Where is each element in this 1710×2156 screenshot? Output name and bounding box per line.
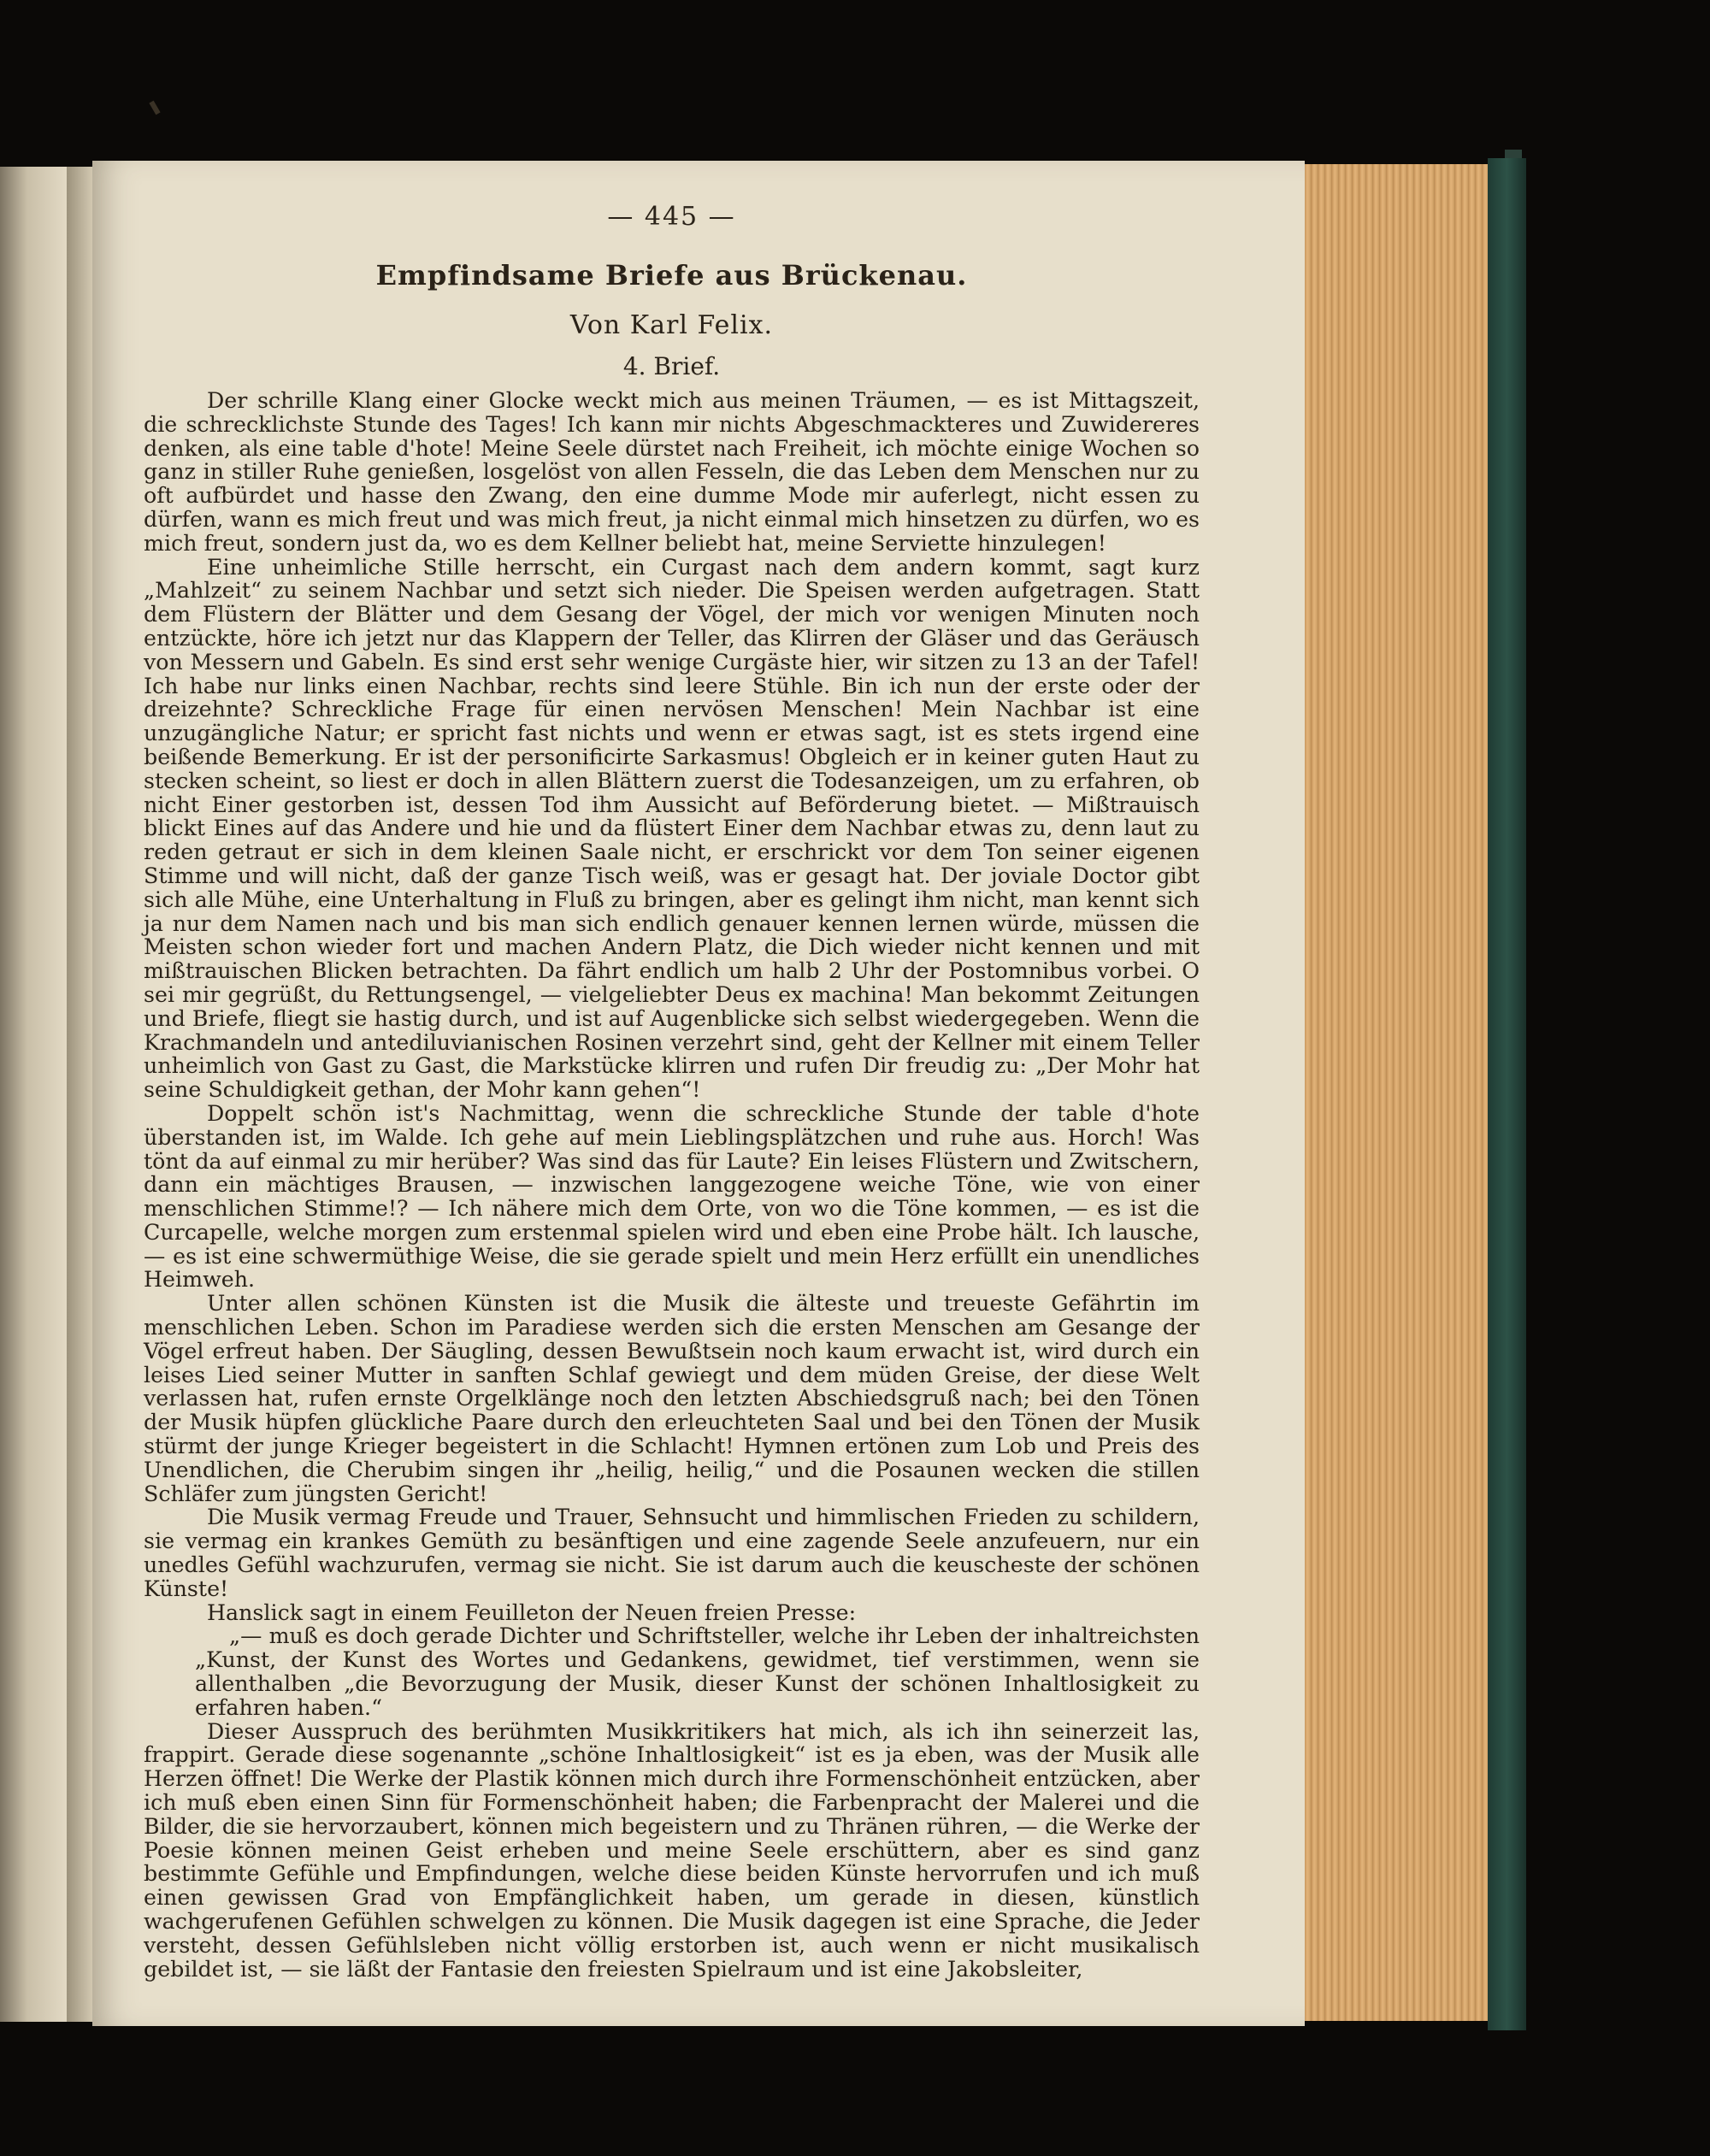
block-quote: „— muß es doch gerade Dichter und Schriftsteller, welche ihr Leben der inhaltreichsten „Kunst, der Kunst des Wortes und Gedankens, gewidmet, tief verstimmen, wenn sie allenthalben „die Bevorzugung der Musik, dieser Kunst der schönen Inhaltlosigkeit zu erfahren haben.“ (195, 1623, 1200, 1720)
article-author: Von Karl Felix. (569, 310, 774, 340)
ink-mark (149, 101, 160, 115)
letter-heading: 4. Brief. (622, 352, 721, 380)
page-block-edges (1305, 164, 1506, 2021)
paragraph: Die Musik vermag Freude und Trauer, Sehnsucht und himmlischen Frieden zu schildern, sie vermag ein krankes Gemüth zu besänftigen und eine zagende Seele anzufeuern, nur ein unedles Gefühl wachzurufen, vermag sie nicht. Sie ist darum auch die keuscheste der schönen Künste! (144, 1505, 1200, 1601)
page-content (144, 202, 1200, 1981)
paragraph: Doppelt schön ist's Nachmittag, wenn die schreckliche Stunde der table d'hote überstanden ist, im Walde. Ich gehe auf mein Lieblingsplätzchen und ruhe aus. Horch! Was tönt da auf einmal zu mir herüber? Was sind das für Laute? Ein leises Flüstern und Zwitschern, dann ein mächtiges Brausen, — inzwischen langgezogene weiche Töne, wie von einer menschlichen Stimme!? — Ich nähere mich dem Orte, von wo die Töne kommen, — es ist die Curcapelle, welche morgen zum erstenmal spielen wird und eben eine Probe hält. Ich lausche, — es ist eine schwermüthige Weise, die sie gerade spielt und mein Herz erfüllt ein unendliches Heimweh. (144, 1100, 1200, 1293)
book-cover-spine (1488, 158, 1526, 2030)
paragraph: Der schrille Klang einer Glocke weckt mich aus meinen Träumen, — es ist Mittagszeit, die schrecklichste Stunde des Tages! Ich kann mir nichts Abgeschmackteres und Zuwidereres denken, als eine table d'hote! Meine Seele dürstet nach Freiheit, ich möchte einige Wochen so ganz in stiller Ruhe genießen, losgelöst von allen Fesseln, die das Leben dem Menschen nur zu oft aufbürdet und hasse den Zwang, den eine dumme Mode mir auferlegt, nicht essen zu dürfen, wann es mich freut und was mich freut, ja nicht einmal mich hinsetzen zu dürfen, wo es mich freut, sondern just da, wo es dem Kellner beliebt hat, meine Serviette hinzulegen! (144, 388, 1200, 556)
paragraph: Dieser Ausspruch des berühmten Musikkritikers hat mich, als ich ihn seinerzeit las, frappirt. Gerade diese sogenannte „schöne Inhaltlosigkeit“ ist es ja eben, was der Musik alle Herzen öffnet! Die Werke der Plastik können mich durch ihre Formenschönheit entzücken, aber ich muß eben einen Sinn für Formenschönheit haben; die Farbenpracht der Malerei und die Bilder, die sie hervorzaubert, können mich begeistern und zu Thränen rühren, — die Werke der Poesie können meinen Geist erheben und meine Seele erschüttern, aber es sind ganz bestimmte Gefühle und Empfindungen, welche diese beiden Künste hervorrufen und ich muß einen gewissen Grad von Empfänglichkeit haben, um gerade in diesen, künstlich wachgerufenen Gefühlen schwelgen zu können. Die Musik dagegen ist eine Sprache, die Jeder versteht, dessen Gefühlsleben nicht völlig erstorben ist, auch wenn er nicht musikalisch gebildet ist, — sie läßt der Fantasie den freiesten Spielraum und ist eine Jakobsleiter, (144, 1718, 1200, 1982)
article-title: Empfindsame Briefe aus Brückenau. (375, 259, 968, 292)
paragraph: Hanslick sagt in einem Feuilleton der Neuen freien Presse: (207, 1599, 857, 1625)
left-page-edge (0, 167, 68, 2022)
page-number: — 445 — (607, 202, 736, 232)
paragraph: Eine unheimliche Stille herrscht, ein Curgast nach dem andern kommt, sagt kurz „Mahlzeit“ zu seinem Nachbar und setzt sich nieder. Die Speisen werden aufgetragen. Statt dem Flüstern der Blätter und dem Gesang der Vögel, der mich vor wenigen Minuten noch entzückte, höre ich jetzt nur das Klappern der Teller, das Klirren der Gläser und das Geräusch von Messern und Gabeln. Es sind erst sehr wenige Curgäste hier, wir sitzen zu 13 an der Tafel! Ich habe nur links einen Nachbar, rechts sind leere Stühle. Bin ich nun der erste oder der dreizehnte? Schreckliche Frage für einen nervösen Menschen! Mein Nachbar ist eine unzugängliche Natur; er spricht fast nichts und wenn er etwas sagt, ist es stets irgend eine beißende Bemerkung. Er ist der personificirte Sarkasmus! Obgleich er in keiner guten Haut zu stecken scheint, so liest er doch in allen Blättern zuerst die Todesanzeigen, um zu erfahren, ob nicht Einer gestorben ist, dessen Tod ihm Aussicht auf Beförderung bietet. — Mißtrauisch blickt Eines auf das Andere und hie und da flüstert Einer dem Nachbar etwas zu, denn laut zu reden getraut er sich in dem kleinen Saale nicht, er erschrickt vor dem Ton seiner eigenen Stimme und will nicht, daß der ganze Tisch weiß, was er gesagt hat. Der joviale Doctor gibt sich alle Mühe, eine Unterhaltung in Fluß zu bringen, aber es gelingt ihm nicht, man kennt sich ja nur dem Namen nach und bis man sich endlich genauer kennen lernen würde, müssen die Meisten schon wieder fort und machen Andern Platz, die Dich wieder nicht kennen und mit mißtrauischen Blicken betrachten. Da fährt endlich um halb 2 Uhr der Postomnibus vorbei. O sei mir gegrüßt, du Rettungsengel, — vielgeliebter Deus ex machina! Man bekommt Zeitungen und Briefe, fliegt sie hastig durch, und ist auf Augenblicke sich selbst wiedergegeben. Wenn die Krachmandeln und antediluvianischen Rosinen verzehrt sind, geht der Kellner mit einem Teller unheimlich von Gast zu Gast, die Markstücke klirren und rufen Dir freudig zu: „Der Mohr hat seine Schuldigkeit gethan, der Mohr kann gehen“! (144, 554, 1200, 1103)
paragraph: Unter allen schönen Künsten ist die Musik die älteste und treueste Gefährtin im menschlichen Leben. Schon im Paradiese werden sich die ersten Menschen am Gesange der Vögel erfreut haben. Der Säugling, dessen Bewußtsein noch kaum erwacht ist, wird durch ein leises Lied seiner Mutter in sanften Schlaf gewiegt und dem müden Greise, der diese Welt verlassen hat, rufen ernste Orgelklänge noch den letzten Abschiedsgruß nach; bei den Tönen der Musik hüpfen glückliche Paare durch den erleuchteten Saal und bei den Tönen der Musik stürmt der junge Krieger begeistert in die Schlacht! Hymnen ertönen zum Lob und Preis des Unendlichen, die Cherubim singen ihr „heilig, heilig,“ und die Posaunen wecken die stillen Schläfer zum jüngsten Gericht! (144, 1291, 1200, 1506)
book-gutter (67, 167, 96, 2022)
